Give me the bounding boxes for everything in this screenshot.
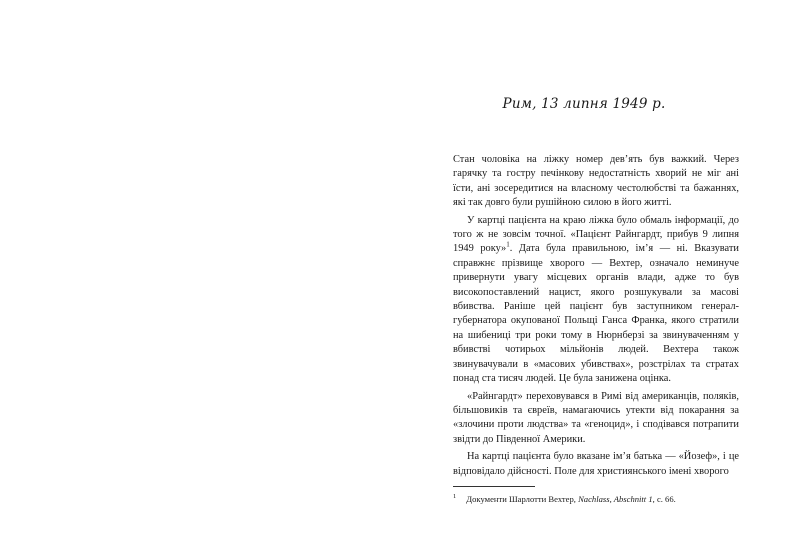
footnote-text-b: , с. 66. <box>652 494 676 504</box>
footnote-divider <box>453 486 535 487</box>
paragraph-3: «Райнгардт» переховувався в Римі від американців, поляків, більшовиків та євреїв, намагаючись утекти від покарання за «злочини проти людства» та «геноцид», і сподівався потрапити звідти до Південної Америки. <box>453 390 739 445</box>
footnote-number: 1 <box>453 493 457 501</box>
paragraph-2-text-b: . Дата була правильною, ім’я — ні. Вказувати справжнє прізвище хворого — Вехтер, означало неминуче привернути увагу місцевих органів влади, адже то був високопоставлений нацист, якого розшукували за масові вбивства. Раніше цей пацієнт був заступником генерал-губернатора окупованої Польщі Ганса Франка, якого стратили на шибениці три роки тому в Нюрнберзі за звинуваченням у вбивстві чотирьох мільйонів людей. Вехтера також звинувачували в «масових убивствах», розстрілах та стратах понад ста тисяч людей. Це була занижена оцінка. <box>453 243 739 385</box>
footnote-text-a: Документи Шарлотти Вехтер, <box>466 494 579 504</box>
body-text <box>453 153 739 479</box>
paragraph-1: Стан чоловіка на ліжку номер дев’ять був важкий. Через гарячку та гостру печінкову недостатність хворий не міг ані їсти, ані зосередитися на власному честолюбстві та бажаннях, які так довго були рушійною силою в його житті. <box>453 154 739 209</box>
paragraph-4: На картці пацієнта було вказане ім’я батька — «Йозеф», і це відповідало дійсності. Поле для християнського імені хворого <box>453 451 739 477</box>
chapter-heading: Рим, 13 липня 1949 р. <box>502 96 666 112</box>
paragraph-2 <box>453 214 739 387</box>
footnote-text <box>466 494 676 504</box>
footnote-reference: 1 <box>506 240 510 249</box>
paragraph-2-text-a: У картці пацієнта на краю ліжка було обмаль інформації, до того ж не зовсім точної. «Пацієнт Райнгардт, прибув 9 липня 1949 року» <box>453 214 739 255</box>
footnote <box>453 494 739 505</box>
footnote-italic-source: Nachlass, Abschnitt 1 <box>578 494 653 504</box>
